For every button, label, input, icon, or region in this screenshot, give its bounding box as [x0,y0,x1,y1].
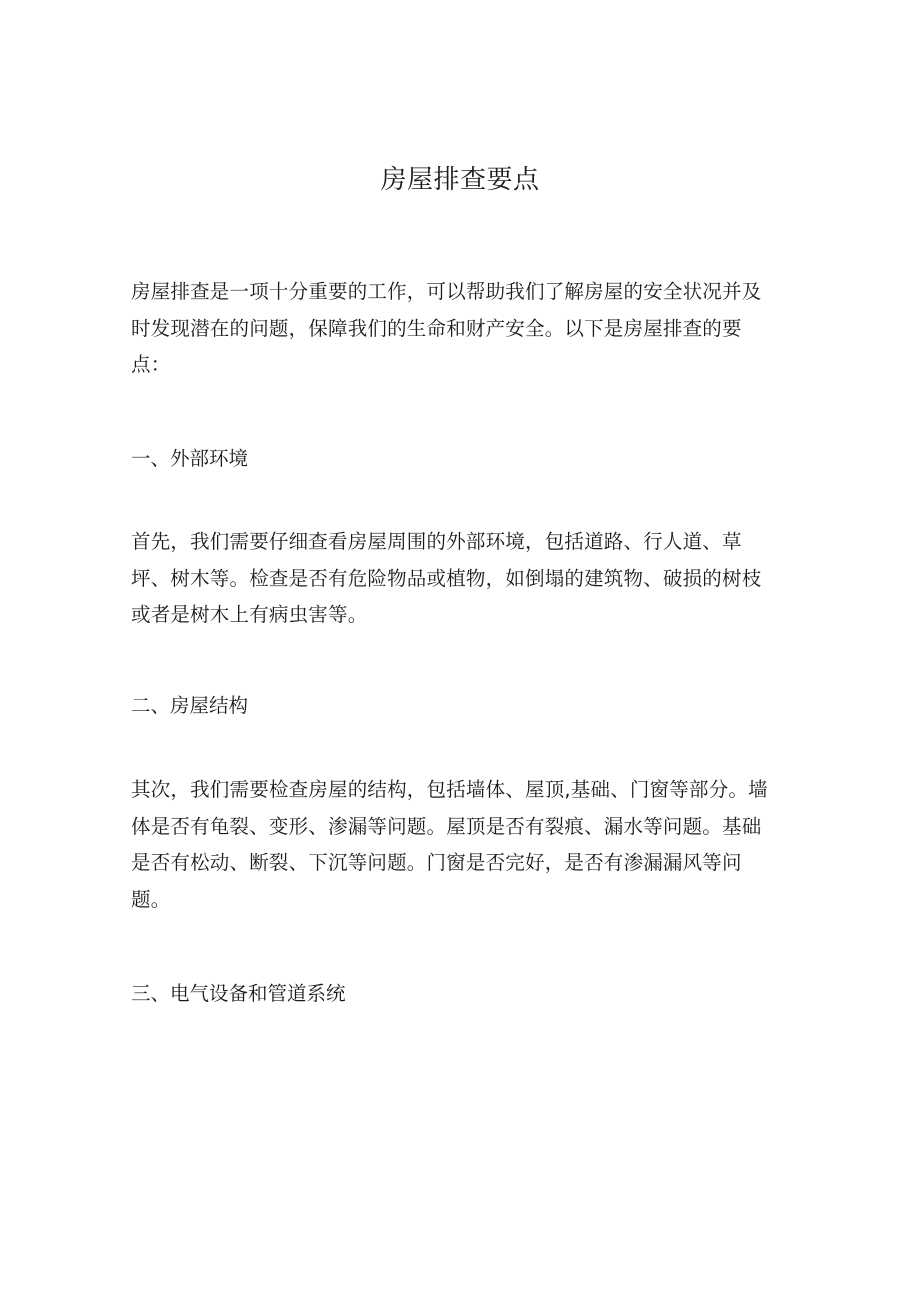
page-title: 房屋排查要点 [380,165,540,195]
section-heading-house-structure: 二、房屋结构 [131,694,249,717]
paragraph-line: 坪、树木等。检查是否有危险物品或植物，如倒塌的建筑物、破损的树枝 [131,566,762,590]
intro-line: 时发现潜在的问题，保障我们的生命和财产安全。以下是房屋排查的要 [131,316,742,340]
section-heading-external-environment: 一、外部环境 [131,447,249,470]
paragraph-line: 是否有松动、断裂、下沉等问题。门窗是否完好，是否有渗漏漏风等问 [131,851,742,874]
paragraph-line: 首先，我们需要仔细查看房屋周围的外部环境，包括道路、行人道、草 [131,530,742,553]
paragraph-line: 体是否有龟裂、变形、渗漏等问题。屋顶是否有裂痕、漏水等问题。基础 [131,814,762,838]
section-heading-electrical-and-plumbing: 三、电气设备和管道系统 [131,982,346,1005]
intro-line: 房屋排查是一项十分重要的工作，可以帮助我们了解房屋的安全状况并及 [131,280,762,303]
section-paragraph-house-structure [131,772,791,918]
intro-line: 点： [131,353,171,376]
paragraph-line: 其次，我们需要检查房屋的结构，包括墙体、屋顶,基础、门窗等部分。墙 [131,778,768,801]
intro-paragraph [131,274,791,384]
paragraph-line: 或者是树木上有病虫害等。 [131,603,368,626]
section-paragraph-external-environment [131,524,791,634]
paragraph-line: 题。 [131,887,171,911]
